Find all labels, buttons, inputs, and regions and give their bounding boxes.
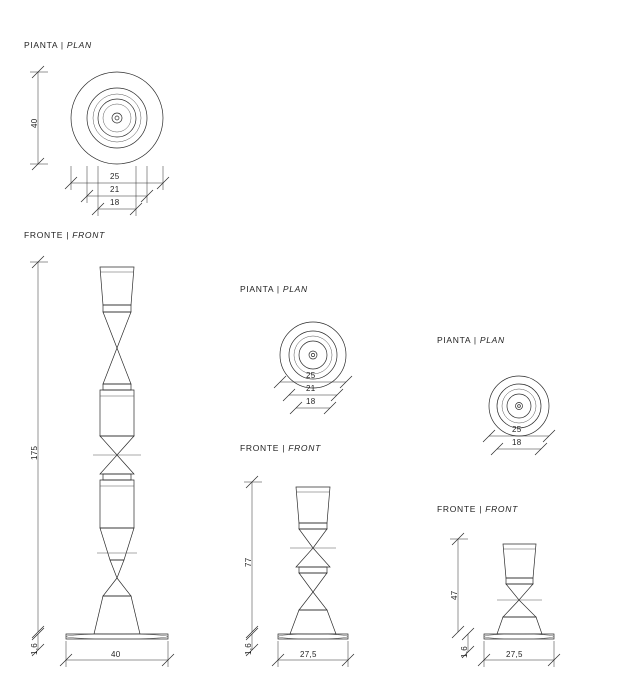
view-3-front-label-it: FRONTE: [437, 504, 477, 514]
view-1-plan-dim-25: 25: [110, 172, 120, 181]
view-1-plan-dim-18: 18: [110, 198, 120, 207]
view-2-front-label-it: FRONTE: [240, 443, 280, 453]
label-separator: |: [473, 335, 477, 345]
view-2-plan-dim-21: 21: [306, 384, 316, 393]
view-1-front-dim-base-thickness: 1,6: [30, 642, 39, 655]
view-3-front-dim-height: 47: [450, 590, 459, 600]
view-3-plan-dim-18: 18: [512, 438, 522, 447]
view-2-plan-dim-25: 25: [306, 371, 316, 380]
label-separator: |: [282, 443, 286, 453]
view-3-plan-dim-25: 25: [512, 425, 522, 434]
view-3-plan-label-it: PIANTA: [437, 335, 471, 345]
view-3-front-dim-base-thickness: 1,6: [460, 645, 469, 658]
view-2-front-dim-height: 77: [244, 557, 253, 567]
view-2-plan-dim-18: 18: [306, 397, 316, 406]
label-separator: |: [60, 40, 64, 50]
view-1-front-dim-base-width: 40: [111, 650, 121, 659]
view-1-front-dim-height: 175: [30, 445, 39, 460]
view-3-front-dim-base-width: 27,5: [506, 650, 523, 659]
view-1-plan-dim-vertical: 40: [30, 118, 39, 128]
view-1-plan-label-en: PLAN: [66, 40, 92, 50]
view-2-plan-label-it: PIANTA: [240, 284, 274, 294]
view-1-front-label-it: FRONTE: [24, 230, 64, 240]
view-3-plan-label-en: PLAN: [479, 335, 505, 345]
view-2-front-label-en: FRONT: [288, 443, 321, 453]
view-2-front-dim-base-width: 27,5: [300, 650, 317, 659]
view-3-front-label-en: FRONT: [485, 504, 518, 514]
view-2-plan-label-en: PLAN: [282, 284, 308, 294]
label-separator: |: [66, 230, 70, 240]
view-1-plan-dim-21: 21: [110, 185, 120, 194]
label-separator: |: [276, 284, 280, 294]
view-1-front-label-en: FRONT: [72, 230, 105, 240]
view-1-plan-label-it: PIANTA: [24, 40, 58, 50]
label-separator: |: [479, 504, 483, 514]
view-2-front-dim-base-thickness: 1,6: [244, 642, 253, 655]
